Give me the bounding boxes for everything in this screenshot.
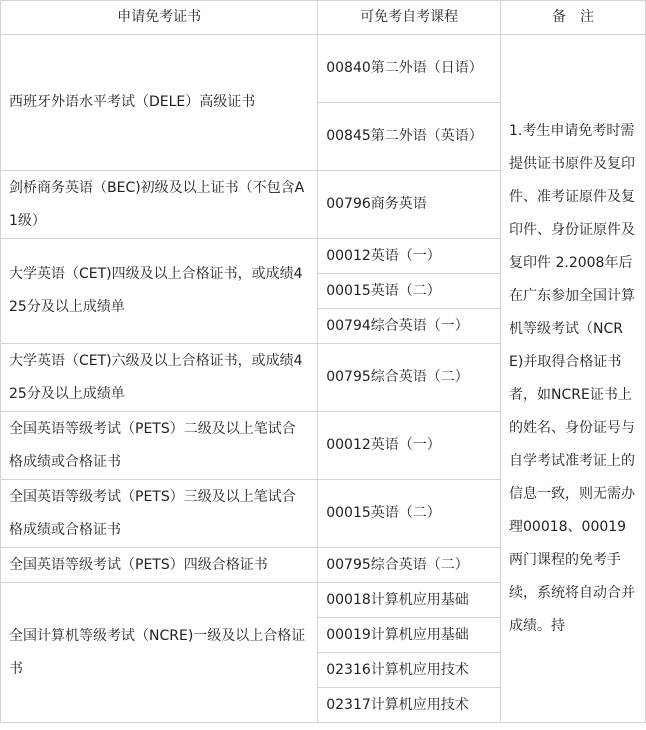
course-cell: 00796商务英语: [318, 171, 501, 239]
header-courses: 可免考自考课程: [318, 1, 501, 35]
certificate-cell: 大学英语（CET)四级及以上合格证书，或成绩425分及以上成绩单: [1, 239, 318, 344]
course-cell: 00018计算机应用基础: [318, 583, 501, 618]
header-remarks: 备 注: [501, 1, 646, 35]
course-cell: 00845第二外语（英语）: [318, 103, 501, 171]
course-cell: 00795综合英语（二）: [318, 344, 501, 412]
certificate-cell: 全国英语等级考试（PETS）三级及以上笔试合格成绩或合格证书: [1, 480, 318, 548]
course-cell: 00840第二外语（日语）: [318, 35, 501, 103]
course-cell: 02316计算机应用技术: [318, 653, 501, 688]
course-cell: 00012英语（一）: [318, 239, 501, 274]
course-cell: 00795综合英语（二）: [318, 548, 501, 583]
course-cell: 00794综合英语（一）: [318, 309, 501, 344]
course-cell: 02317计算机应用技术: [318, 688, 501, 723]
course-cell: 00012英语（一）: [318, 412, 501, 480]
table-header-row: [1, 1, 646, 35]
certificate-cell: 全国英语等级考试（PETS）四级合格证书: [1, 548, 318, 583]
course-cell: 00019计算机应用基础: [318, 618, 501, 653]
certificate-cell: 剑桥商务英语（BEC)初级及以上证书（不包含A1级）: [1, 171, 318, 239]
header-certificate: 申请免考证书: [1, 1, 318, 35]
certificate-cell: 全国计算机等级考试（NCRE)一级及以上合格证书: [1, 583, 318, 723]
certificate-cell: 全国英语等级考试（PETS）二级及以上笔试合格成绩或合格证书: [1, 412, 318, 480]
certificate-cell: 西班牙外语水平考试（DELE）高级证书: [1, 35, 318, 171]
remarks-cell: 1.考生申请免考时需提供证书原件及复印件、准考证原件及复印件、身份证原件及复印件 2.2008年后在广东参加全国计算机等级考试（NCRE)并取得合格证书者，如NCRE证书上的姓名、身份证号与自学考试准考证上的信息一致，则无需办理00018、00019两门课程的免考手续，系统将自动合并成绩。持: [501, 35, 646, 723]
certificate-cell: 大学英语（CET)六级及以上合格证书，或成绩425分及以上成绩单: [1, 344, 318, 412]
course-cell: 00015英语（二）: [318, 480, 501, 548]
table-row: [1, 35, 646, 103]
course-cell: 00015英语（二）: [318, 274, 501, 309]
